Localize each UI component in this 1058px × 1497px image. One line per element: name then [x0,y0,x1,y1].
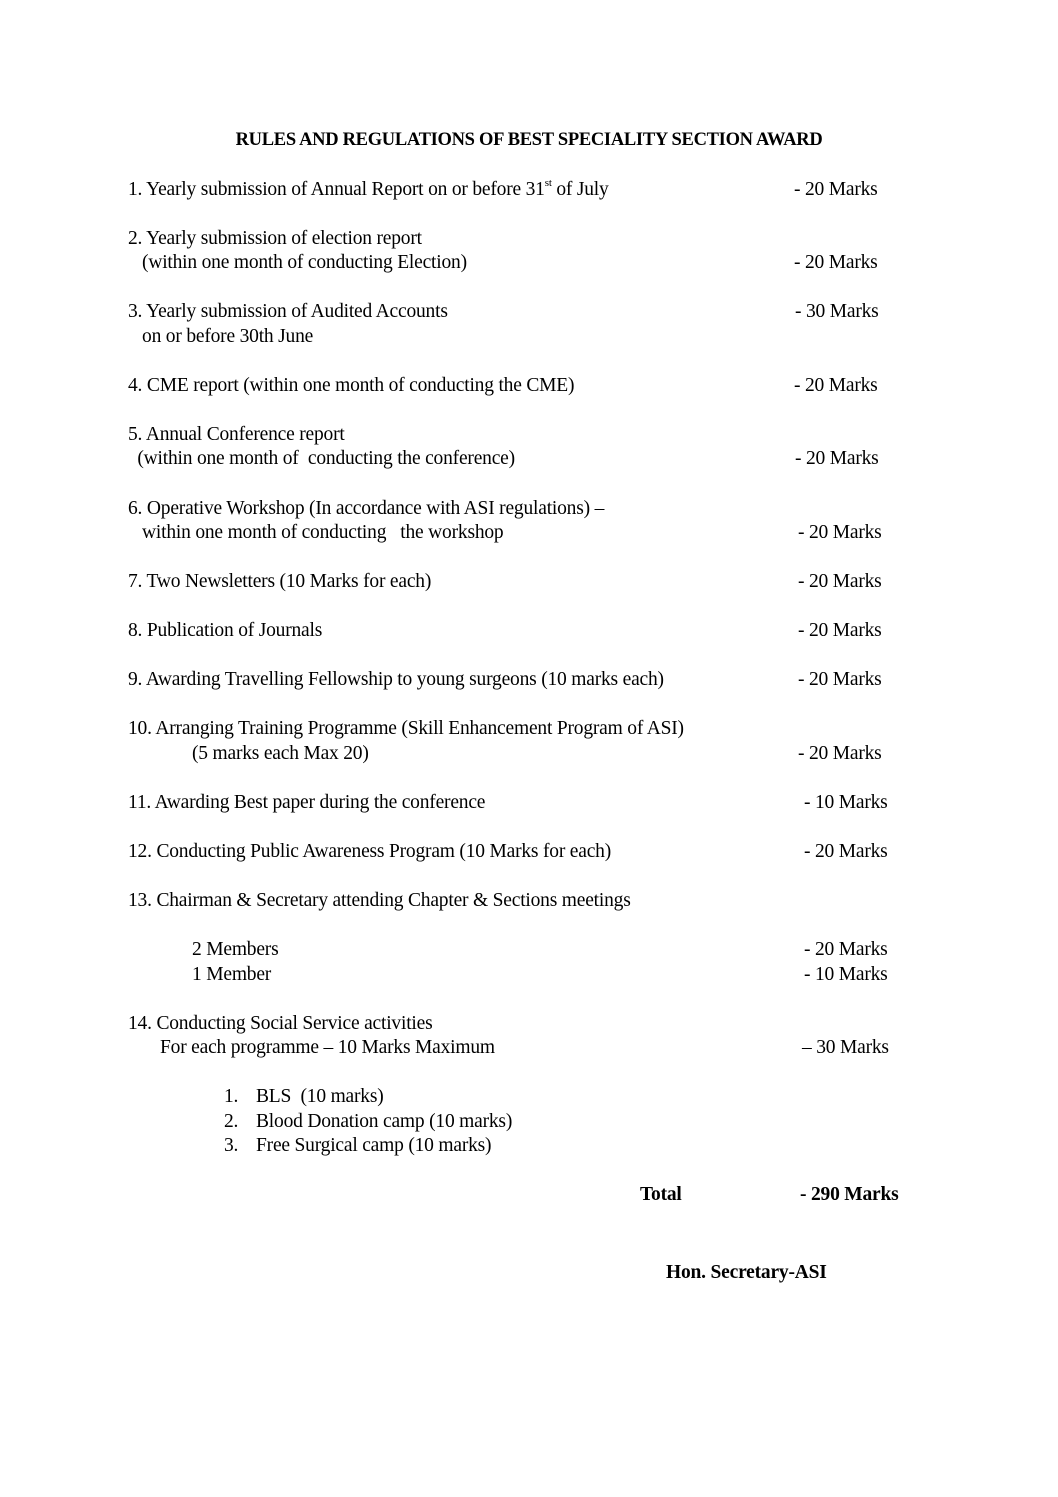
signature: Hon. Secretary-ASI [666,1262,827,1283]
item-2-line-1: 2. Yearly submission of election report [128,228,422,249]
item-14-line-2: For each programme – 10 Marks Maximum [160,1037,495,1058]
item-2-line-2: (within one month of conducting Election) [128,252,467,273]
item-3-marks: - 30 Marks [795,301,879,322]
item-8-marks: - 20 Marks [798,620,882,641]
sub-item-2-num: 2. [224,1111,239,1132]
item-2-marks: - 20 Marks [794,252,878,273]
sub-item-1-text: BLS (10 marks) [256,1086,384,1107]
item-14-marks: – 30 Marks [802,1037,889,1058]
item-13-sub-1-marks: - 20 Marks [804,939,888,960]
item-5-line-1: 5. Annual Conference report [128,424,345,445]
item-13-sub-2-marks: - 10 Marks [804,964,888,985]
item-5-line-2: (within one month of conducting the conference) [128,448,515,469]
item-1-marks: - 20 Marks [794,179,878,200]
item-6-line-1: 6. Operative Workshop (In accordance with ASI regulations) – [128,498,605,519]
item-11-marks: - 10 Marks [804,792,888,813]
total-label: Total [640,1184,682,1205]
total-value: - 290 Marks [800,1184,899,1205]
item-12-marks: - 20 Marks [804,841,888,862]
item-10-line-1: 10. Arranging Training Programme (Skill Enhancement Program of ASI) [128,718,684,739]
sub-item-2-text: Blood Donation camp (10 marks) [256,1111,513,1132]
item-4-marks: - 20 Marks [794,375,878,396]
item-12-text: 12. Conducting Public Awareness Program (10 Marks for each) [128,841,612,862]
item-14-line-1: 14. Conducting Social Service activities [128,1013,433,1034]
item-10-line-2: (5 marks each Max 20) [192,743,369,764]
item-9-marks: - 20 Marks [798,669,882,690]
item-11-text: 11. Awarding Best paper during the conference [128,792,486,813]
item-9-text: 9. Awarding Travelling Fellowship to young surgeons (10 marks each) [128,669,664,690]
item-6-line-2: within one month of conducting the workshop [128,522,504,543]
item-10-marks: - 20 Marks [798,743,882,764]
item-5-marks: - 20 Marks [795,448,879,469]
item-3-line-1: 3. Yearly submission of Audited Accounts [128,301,448,322]
item-13-sub-1: 2 Members [192,939,279,960]
sub-item-3-text: Free Surgical camp (10 marks) [256,1135,492,1156]
sub-item-1-num: 1. [224,1086,239,1107]
item-4-text: 4. CME report (within one month of conducting the CME) [128,375,575,396]
item-3-line-2: on or before 30th June [128,326,314,347]
sub-item-3-num: 3. [224,1135,239,1156]
item-7-marks: - 20 Marks [798,571,882,592]
item-8-text: 8. Publication of Journals [128,620,323,641]
item-1-text: 1. Yearly submission of Annual Report on or before 31st of July [128,177,609,200]
document-title: RULES AND REGULATIONS OF BEST SPECIALITY SECTION AWARD [235,130,823,150]
item-6-marks: - 20 Marks [798,522,882,543]
item-13-sub-2: 1 Member [192,964,272,985]
item-7-text: 7. Two Newsletters (10 Marks for each) [128,571,432,592]
item-13-text: 13. Chairman & Secretary attending Chapter & Sections meetings [128,890,631,911]
